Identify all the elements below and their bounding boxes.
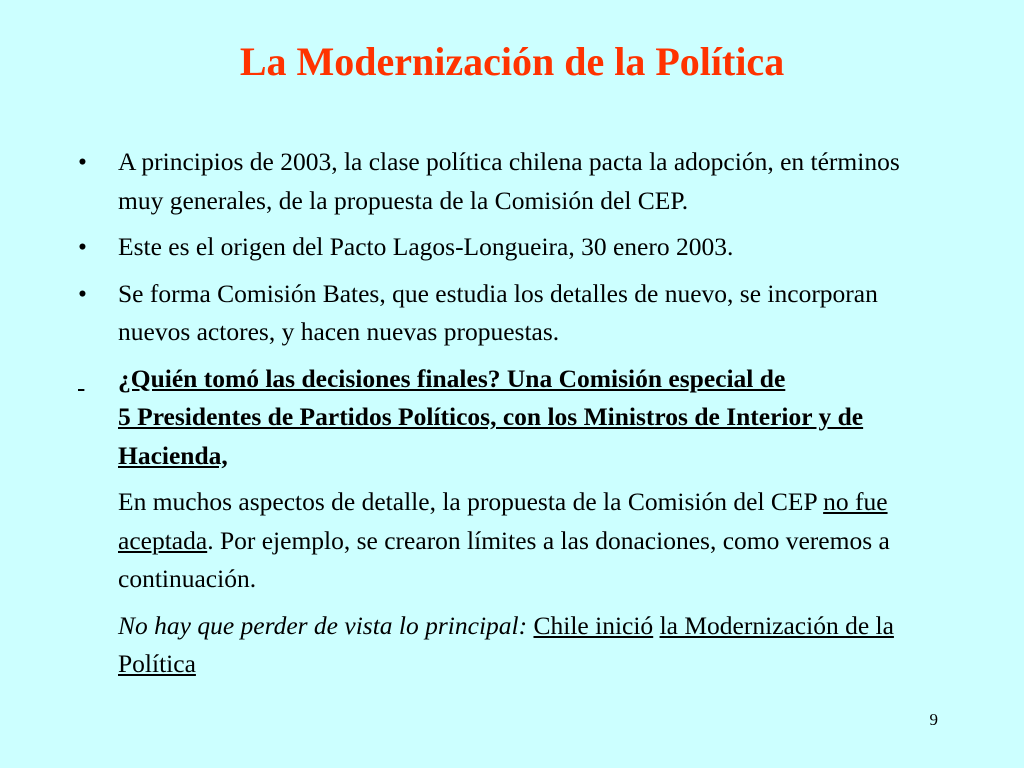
conclusion-italic: No hay que perder de vista lo principal: bbox=[118, 610, 534, 640]
slide-body bbox=[78, 143, 948, 692]
bullet-text-1: A principios de 2003, la clase política chilena pacta la adopción, en términos muy generales, de la propuesta de la Comisión del CEP. bbox=[118, 147, 900, 215]
conclusion-paragraph bbox=[78, 607, 948, 684]
bullet-icon: • bbox=[78, 147, 87, 176]
conclusion-link-modernizacion[interactable]: la Modernización de la Política bbox=[118, 610, 894, 678]
bullet-text-2: Este es el origen del Pacto Lagos-Longueira, 30 enero 2003. bbox=[118, 232, 734, 261]
bullet-item-1 bbox=[78, 143, 948, 220]
question-rest: 5 Presidentes de Partidos Políticos, con los Ministros de Interior y de Hacienda, bbox=[118, 402, 864, 470]
bullet-item-2 bbox=[78, 228, 948, 267]
detail-paragraph bbox=[78, 483, 948, 599]
bullet-text-3: Se forma Comisión Bates, que estudia los detalles de nuevo, se incorporan nuevos actores, y hacen nuevas propuestas. bbox=[118, 278, 878, 346]
bullet-icon: • bbox=[78, 278, 87, 308]
bullet-item-3 bbox=[78, 275, 948, 352]
slide-title: La Modernización de la Política bbox=[239, 39, 785, 84]
detail-underlined: no fue aceptada bbox=[118, 487, 888, 555]
detail-before: En muchos aspectos de detalle, la propuesta de la Comisión del CEP bbox=[118, 487, 824, 516]
question-line-1: ¿Quién tomó las decisiones finales? Una Comisión especial de bbox=[118, 363, 786, 393]
detail-after: . Por ejemplo, se crearon límites a las donaciones, como veremos a continuación. bbox=[118, 525, 890, 593]
bullet-icon: • bbox=[78, 232, 87, 261]
page-number: 9 bbox=[929, 710, 938, 729]
question-paragraph bbox=[78, 360, 948, 476]
conclusion-link-chile[interactable]: Chile inició bbox=[533, 610, 654, 640]
question-indent bbox=[78, 360, 118, 399]
